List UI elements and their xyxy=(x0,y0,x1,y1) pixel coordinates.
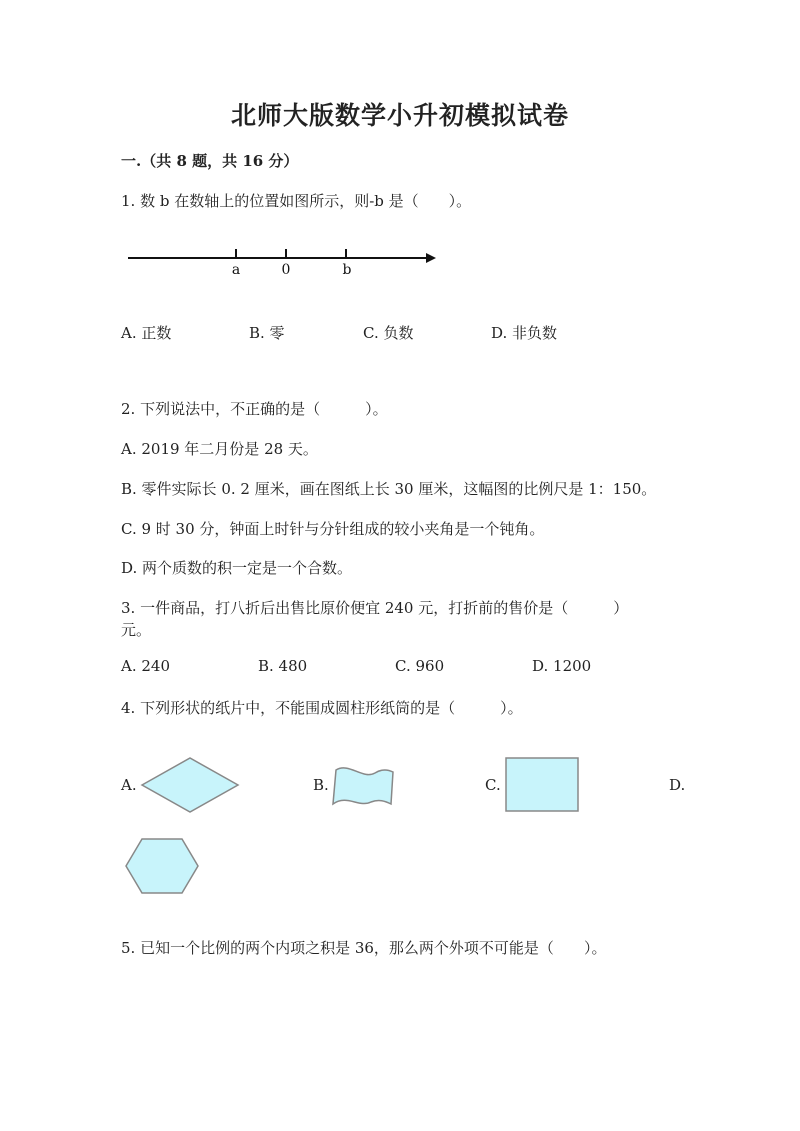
q2-option-c: C. 9 时 30 分，钟面上时针与分针组成的较小夹角是一个钝角。 xyxy=(121,520,545,538)
axis-label-zero: 0 xyxy=(281,262,291,278)
hexagon-shape xyxy=(124,837,200,895)
rhombus-shape xyxy=(140,756,240,814)
question-1-text: 1. 数 b 在数轴上的位置如图所示，则-b 是（ ）。 xyxy=(121,192,472,210)
q1-option-a: A. 正数 xyxy=(121,324,172,342)
page-title: 北师大版数学小升初模拟试卷 xyxy=(230,101,569,130)
q3-option-a: A. 240 xyxy=(121,657,170,675)
section-heading: 一.（共 8 题，共 16 分） xyxy=(121,152,299,170)
q4-option-a-label: A. xyxy=(121,776,137,794)
axis-label-b: b xyxy=(342,262,352,278)
q4-option-b-label: B. xyxy=(313,776,329,794)
q2-option-d: D. 两个质数的积一定是一个合数。 xyxy=(121,559,353,577)
q4-option-d-label: D. xyxy=(669,776,686,794)
q2-option-a: A. 2019 年二月份是 28 天。 xyxy=(121,440,318,458)
q3-option-c: C. 960 xyxy=(395,657,445,675)
question-5-text: 5. 已知一个比例的两个内项之积是 36，那么两个外项不可能是（ ）。 xyxy=(121,939,607,957)
q1-option-b: B. 零 xyxy=(249,324,285,342)
question-3-text-line2: 元。 xyxy=(121,621,152,639)
question-4-text: 4. 下列形状的纸片中，不能围成圆柱形纸筒的是（ ）。 xyxy=(121,699,523,717)
rectangle-shape xyxy=(505,757,579,812)
axis-label-a: a xyxy=(231,262,241,278)
q1-option-c: C. 负数 xyxy=(363,324,414,342)
q3-option-d: D. 1200 xyxy=(532,657,592,675)
q4-option-c-label: C. xyxy=(485,776,501,794)
number-line-arrow xyxy=(426,253,436,263)
q3-option-b: B. 480 xyxy=(258,657,308,675)
q2-option-b: B. 零件实际长 0. 2 厘米，画在图纸上长 30 厘米，这幅图的比例尺是 1：150。 xyxy=(121,480,657,498)
wavy-parallelogram-shape xyxy=(331,764,397,808)
question-2-text: 2. 下列说法中，不正确的是（ ）。 xyxy=(121,400,388,418)
question-3-text-line1: 3. 一件商品，打八折后出售比原价便宜 240 元，打折前的售价是（ ） xyxy=(121,599,629,617)
q1-option-d: D. 非负数 xyxy=(491,324,558,342)
number-line-figure xyxy=(126,244,438,278)
